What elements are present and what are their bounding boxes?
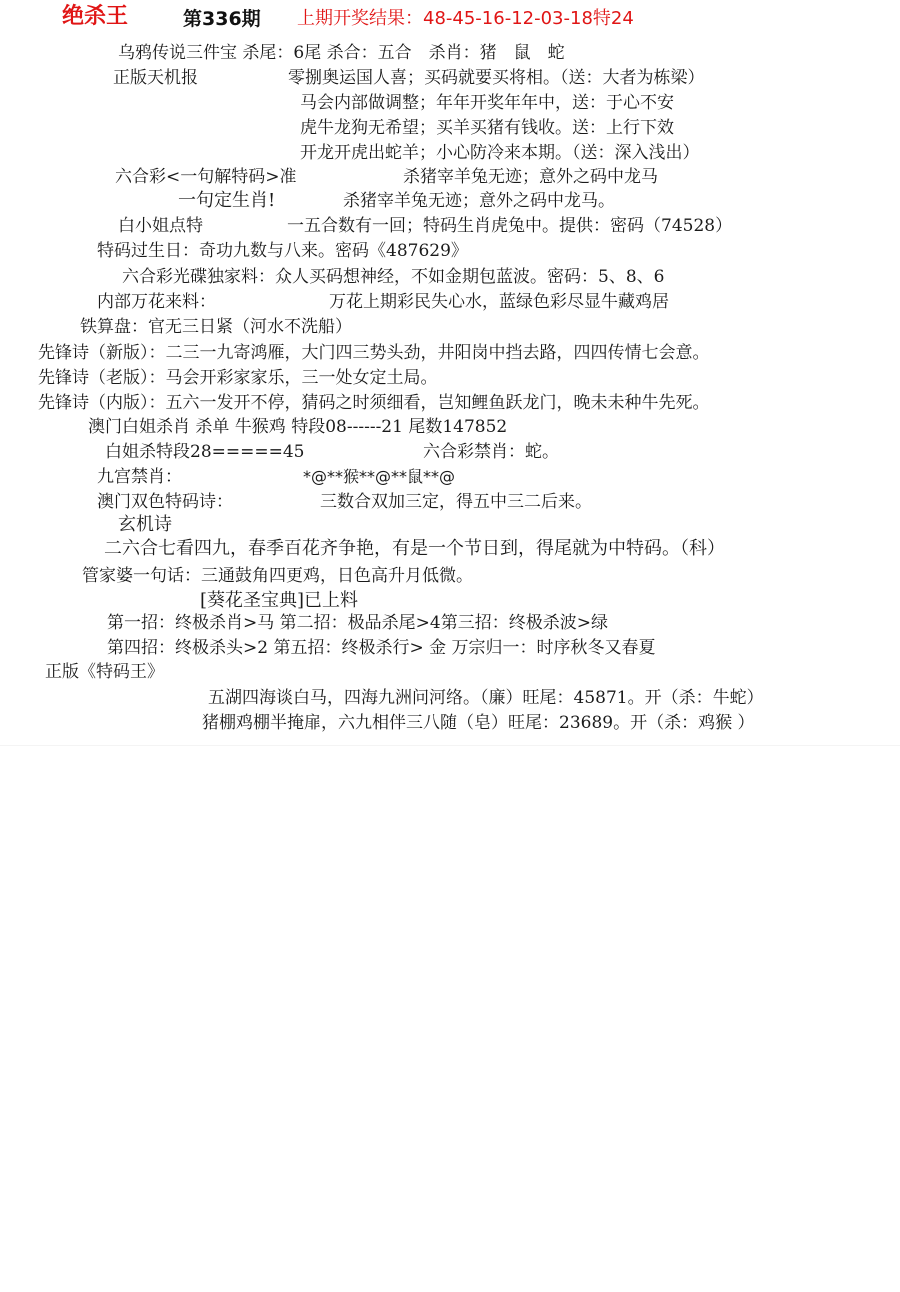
text-line: 万花上期彩民失心水，蓝绿色彩尽显牛藏鸡居 [329,292,669,312]
last-draw-result: 上期开奖结果：48-45-16-12-03-18特24 [297,8,634,29]
page-divider [0,745,900,746]
text-line: 第一招：终极杀肖>马 第二招：极品杀尾>4第三招：终极杀波>绿 [107,613,608,633]
text-line: 特码过生日：奇功九数与八来。密码《487629》 [97,241,468,261]
page-title: 绝杀王 [62,3,129,29]
text-line: 六合彩<一句解特码>准 [115,167,297,187]
section-heading: [葵花圣宝典]已上料 [200,590,359,611]
section-heading: 玄机诗 [118,514,172,535]
text-line: 先锋诗（内版）：五六一发开不停，猜码之时须细看，岂知鲤鱼跃龙门，晚未未种牛先死。 [38,393,710,413]
text-line: 澳门双色特码诗： [97,492,233,512]
text-line: 先锋诗（新版）：二三一九寄鸿雁，大门四三势头劲，井阳岗中挡去路，四四传情七会意。 [38,343,710,363]
text-line: 内部万花来料： [97,292,216,312]
text-line: *@**猴**@**鼠**@ [303,467,456,486]
text-line: 六合彩光碟独家料：众人买码想神经，不如金期包蓝波。密码：5、8、6 [122,267,665,287]
text-line: 杀猪宰羊兔无迹；意外之码中龙马。 [343,191,615,211]
text-line: 虎牛龙狗无希望；买羊买猪有钱收。送：上行下效 [300,118,674,138]
text-line: 乌鸦传说三件宝 杀尾：6尾 杀合：五合 杀肖：猪 鼠 蛇 [118,43,565,63]
text-line: 先锋诗（老版）：马会开彩家家乐，三一处女定土局。 [38,368,438,388]
text-line: 马会内部做调整；年年开奖年年中，送：于心不安 [300,93,674,113]
section-heading: 正版《特码王》 [45,662,164,682]
text-line: 九宫禁肖： [97,467,182,487]
text-line: 正版天机报 [113,68,198,88]
text-line: 杀猪宰羊兔无迹；意外之码中龙马 [403,167,658,187]
issue-number: 第336期 [183,8,261,30]
text-line: 三数合双加三定，得五中三二后来。 [320,492,592,512]
text-line: 第四招：终极杀头>2 第五招：终极杀行> 金 万宗归一：时序秋冬又春夏 [107,638,656,658]
text-line: 管家婆一句话：三通鼓角四更鸡，日色高升月低微。 [82,566,473,586]
text-line: 六合彩禁肖：蛇。 [423,442,559,462]
text-line: 一五合数有一回；特码生肖虎兔中。提供：密码（74528） [287,216,733,236]
text-line: 五湖四海谈白马，四海九洲问河络。（廉）旺尾：45871。开（杀：牛蛇） [208,688,764,708]
text-line: 零捌奥运国人喜；买码就要买将相。（送：大者为栋梁） [288,68,705,88]
text-line: 猪棚鸡棚半掩扉，六九相伴三八随（皂）旺尾：23689。开（杀：鸡猴 ） [202,713,755,733]
text-line: 澳门白姐杀肖 杀单 牛猴鸡 特段08------21 尾数147852 [88,417,508,437]
text-line: 铁算盘：官无三日紧（河水不洗船） [80,317,352,337]
text-line: 二六合七看四九，春季百花齐争艳，有是一个节日到，得尾就为中特码。（科） [104,538,725,559]
text-line: 开龙开虎出蛇羊；小心防冷来本期。（送：深入浅出） [300,143,700,163]
text-line: 白小姐点特 [118,216,203,236]
text-line: 白姐杀特段28=====45 [105,442,305,462]
text-line: 一句定生肖! [178,190,276,211]
